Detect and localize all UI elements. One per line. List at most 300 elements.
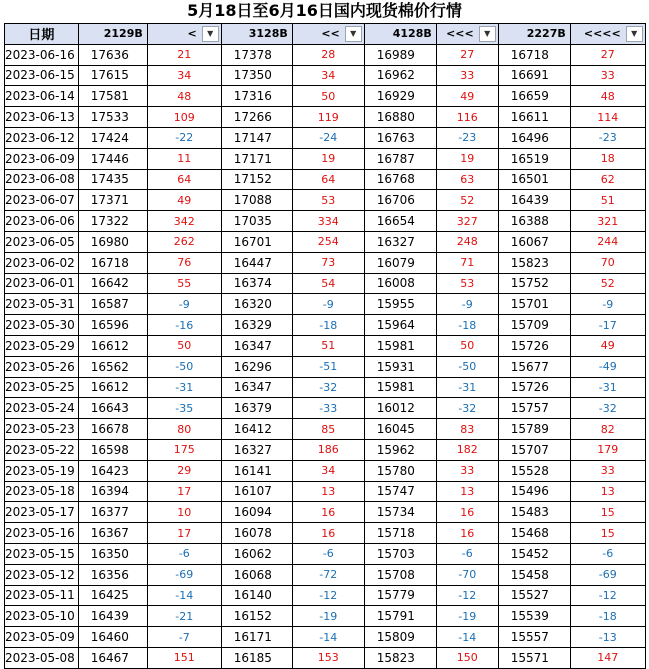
- table-row: [5, 127, 646, 148]
- cell-change-2227b[interactable]: 62: [570, 169, 645, 190]
- cell-change-2129b[interactable]: 109: [147, 107, 221, 128]
- cell-change-2227b[interactable]: -49: [570, 356, 645, 377]
- cell-price-2227b[interactable]: 15701: [498, 294, 570, 315]
- cell-price-2129b[interactable]: 16642: [78, 273, 147, 294]
- header-change-3[interactable]: [436, 24, 498, 45]
- header-2227b: 2227B: [498, 24, 570, 45]
- cell-date[interactable]: 2023-05-15: [5, 543, 79, 564]
- table-row: [5, 335, 646, 356]
- cell-change-4128b[interactable]: 33: [436, 65, 498, 86]
- cell-change-2129b[interactable]: -22: [147, 127, 221, 148]
- cell-price-2129b[interactable]: 16439: [78, 606, 147, 627]
- cell-price-3128b[interactable]: 16374: [221, 273, 292, 294]
- cell-price-3128b[interactable]: 16701: [221, 231, 292, 252]
- header-change-2[interactable]: [292, 24, 364, 45]
- cell-change-4128b[interactable]: 116: [436, 107, 498, 128]
- table-row: [5, 252, 646, 273]
- cell-change-2227b[interactable]: 27: [570, 44, 645, 65]
- cell-change-4128b[interactable]: 16: [436, 502, 498, 523]
- cell-change-3128b[interactable]: -6: [292, 543, 364, 564]
- cell-price-2129b[interactable]: 16980: [78, 231, 147, 252]
- cell-date[interactable]: 2023-06-01: [5, 273, 79, 294]
- cell-change-2129b[interactable]: 17: [147, 523, 221, 544]
- cell-date[interactable]: 2023-05-29: [5, 335, 79, 356]
- cell-price-4128b[interactable]: 15931: [364, 356, 436, 377]
- cell-price-4128b[interactable]: 15718: [364, 523, 436, 544]
- cell-date[interactable]: 2023-05-10: [5, 606, 79, 627]
- cell-change-2227b[interactable]: -6: [570, 543, 645, 564]
- cell-change-3128b[interactable]: -33: [292, 398, 364, 419]
- filter-dropdown-icon[interactable]: ▼: [202, 26, 219, 42]
- cell-date[interactable]: 2023-05-12: [5, 564, 79, 585]
- cell-change-2227b[interactable]: 15: [570, 502, 645, 523]
- cell-change-2129b[interactable]: 49: [147, 190, 221, 211]
- cell-change-4128b[interactable]: 71: [436, 252, 498, 273]
- table-row: [5, 523, 646, 544]
- page-title: 5月18日至6月16日国内现货棉价行情: [187, 1, 462, 20]
- cell-price-3128b[interactable]: 16140: [221, 585, 292, 606]
- cell-change-3128b[interactable]: -19: [292, 606, 364, 627]
- cell-price-2129b[interactable]: 17435: [78, 169, 147, 190]
- cell-change-2227b[interactable]: -69: [570, 564, 645, 585]
- cell-price-2129b[interactable]: 16718: [78, 252, 147, 273]
- cell-date[interactable]: 2023-06-06: [5, 211, 79, 232]
- cell-date[interactable]: 2023-05-26: [5, 356, 79, 377]
- cell-price-3128b[interactable]: 17171: [221, 148, 292, 169]
- cell-price-4128b[interactable]: 15981: [364, 377, 436, 398]
- cell-price-2227b[interactable]: 15496: [498, 481, 570, 502]
- cell-price-2227b[interactable]: 15557: [498, 627, 570, 648]
- cell-change-4128b[interactable]: 83: [436, 419, 498, 440]
- cell-price-2227b[interactable]: 16439: [498, 190, 570, 211]
- cell-price-4128b[interactable]: 15962: [364, 439, 436, 460]
- cell-change-3128b[interactable]: 53: [292, 190, 364, 211]
- cell-price-2129b[interactable]: 16643: [78, 398, 147, 419]
- cell-date[interactable]: 2023-06-12: [5, 127, 79, 148]
- table-row: [5, 315, 646, 336]
- cell-price-2129b[interactable]: 16612: [78, 377, 147, 398]
- cell-price-3128b[interactable]: 16068: [221, 564, 292, 585]
- cell-change-2129b[interactable]: -6: [147, 543, 221, 564]
- cell-price-4128b[interactable]: 15747: [364, 481, 436, 502]
- filter-dropdown-icon[interactable]: ▼: [345, 26, 362, 42]
- cell-change-2129b[interactable]: 10: [147, 502, 221, 523]
- cell-change-3128b[interactable]: 51: [292, 335, 364, 356]
- cell-price-2227b[interactable]: 15752: [498, 273, 570, 294]
- cell-price-2227b[interactable]: 16388: [498, 211, 570, 232]
- table-row: [5, 481, 646, 502]
- cell-price-3128b[interactable]: 16412: [221, 419, 292, 440]
- cell-change-3128b[interactable]: 54: [292, 273, 364, 294]
- cell-change-2129b[interactable]: -50: [147, 356, 221, 377]
- cell-price-4128b[interactable]: 15809: [364, 627, 436, 648]
- cell-price-4128b[interactable]: 16787: [364, 148, 436, 169]
- cell-price-3128b[interactable]: 16141: [221, 460, 292, 481]
- cell-price-3128b[interactable]: 17147: [221, 127, 292, 148]
- cell-change-2227b[interactable]: 114: [570, 107, 645, 128]
- cell-change-2227b[interactable]: 33: [570, 65, 645, 86]
- cell-change-4128b[interactable]: -12: [436, 585, 498, 606]
- cell-change-3128b[interactable]: 334: [292, 211, 364, 232]
- cell-change-4128b[interactable]: 327: [436, 211, 498, 232]
- cell-price-2129b[interactable]: 17424: [78, 127, 147, 148]
- cell-price-2227b[interactable]: 15757: [498, 398, 570, 419]
- cell-price-3128b[interactable]: 16379: [221, 398, 292, 419]
- cell-price-4128b[interactable]: 16880: [364, 107, 436, 128]
- cell-change-2129b[interactable]: -31: [147, 377, 221, 398]
- cell-date[interactable]: 2023-06-02: [5, 252, 79, 273]
- cell-change-3128b[interactable]: 186: [292, 439, 364, 460]
- cell-price-3128b[interactable]: 17152: [221, 169, 292, 190]
- cell-price-2227b[interactable]: 15677: [498, 356, 570, 377]
- cell-change-4128b[interactable]: 53: [436, 273, 498, 294]
- cell-change-2129b[interactable]: 342: [147, 211, 221, 232]
- cell-price-2129b[interactable]: 17581: [78, 86, 147, 107]
- header-change-1[interactable]: [147, 24, 221, 45]
- cell-price-2129b[interactable]: 17371: [78, 190, 147, 211]
- cell-change-3128b[interactable]: 13: [292, 481, 364, 502]
- cell-change-3128b[interactable]: -12: [292, 585, 364, 606]
- cell-change-4128b[interactable]: 27: [436, 44, 498, 65]
- cell-price-4128b[interactable]: 15955: [364, 294, 436, 315]
- cell-date[interactable]: 2023-06-08: [5, 169, 79, 190]
- cell-price-4128b[interactable]: 16962: [364, 65, 436, 86]
- cell-price-2227b[interactable]: 15726: [498, 335, 570, 356]
- cell-price-4128b[interactable]: 15981: [364, 335, 436, 356]
- cell-change-2129b[interactable]: 21: [147, 44, 221, 65]
- cell-price-2227b[interactable]: 15823: [498, 252, 570, 273]
- header-date: 日期: [5, 24, 79, 45]
- cell-date[interactable]: 2023-06-07: [5, 190, 79, 211]
- cell-price-4128b[interactable]: 15734: [364, 502, 436, 523]
- cell-price-2227b[interactable]: 16496: [498, 127, 570, 148]
- cell-change-2129b[interactable]: 29: [147, 460, 221, 481]
- cell-price-2227b[interactable]: 16067: [498, 231, 570, 252]
- cell-change-2129b[interactable]: 55: [147, 273, 221, 294]
- cell-price-2129b[interactable]: 16587: [78, 294, 147, 315]
- header-2129b: 2129B: [78, 24, 147, 45]
- cell-price-2227b[interactable]: 16501: [498, 169, 570, 190]
- cell-change-2129b[interactable]: 17: [147, 481, 221, 502]
- cell-price-2227b[interactable]: 16718: [498, 44, 570, 65]
- cell-price-2227b[interactable]: 15452: [498, 543, 570, 564]
- cell-price-2129b[interactable]: 16460: [78, 627, 147, 648]
- cell-change-2129b[interactable]: 64: [147, 169, 221, 190]
- cell-change-3128b[interactable]: 64: [292, 169, 364, 190]
- cell-change-2227b[interactable]: 13: [570, 481, 645, 502]
- cell-price-3128b[interactable]: 16329: [221, 315, 292, 336]
- table-row: [5, 107, 646, 128]
- header-change-3-label: <<<: [446, 27, 474, 40]
- table-row: [5, 148, 646, 169]
- cell-price-4128b[interactable]: 15791: [364, 606, 436, 627]
- cell-price-2129b[interactable]: 16467: [78, 647, 147, 668]
- cell-change-2227b[interactable]: 51: [570, 190, 645, 211]
- cell-change-2227b[interactable]: 52: [570, 273, 645, 294]
- cell-price-2129b[interactable]: 16425: [78, 585, 147, 606]
- cell-price-2129b[interactable]: 16423: [78, 460, 147, 481]
- cell-change-3128b[interactable]: 73: [292, 252, 364, 273]
- cell-change-3128b[interactable]: -9: [292, 294, 364, 315]
- cell-change-2227b[interactable]: -23: [570, 127, 645, 148]
- cell-price-4128b[interactable]: 16045: [364, 419, 436, 440]
- cell-price-2129b[interactable]: 17533: [78, 107, 147, 128]
- cell-price-2227b[interactable]: 15789: [498, 419, 570, 440]
- cell-price-3128b[interactable]: 16447: [221, 252, 292, 273]
- cell-date[interactable]: 2023-06-13: [5, 107, 79, 128]
- cell-price-2227b[interactable]: 16659: [498, 86, 570, 107]
- cell-change-4128b[interactable]: -31: [436, 377, 498, 398]
- cell-change-3128b[interactable]: 85: [292, 419, 364, 440]
- cell-change-3128b[interactable]: 19: [292, 148, 364, 169]
- cell-date[interactable]: 2023-05-25: [5, 377, 79, 398]
- cell-price-2129b[interactable]: 17615: [78, 65, 147, 86]
- cell-price-2129b[interactable]: 16377: [78, 502, 147, 523]
- cell-date[interactable]: 2023-06-15: [5, 65, 79, 86]
- cell-change-3128b[interactable]: 16: [292, 502, 364, 523]
- cell-price-2227b[interactable]: 15528: [498, 460, 570, 481]
- cell-price-2129b[interactable]: 16562: [78, 356, 147, 377]
- cell-change-2129b[interactable]: 175: [147, 439, 221, 460]
- cell-change-3128b[interactable]: -32: [292, 377, 364, 398]
- cell-change-3128b[interactable]: -72: [292, 564, 364, 585]
- cell-price-4128b[interactable]: 16012: [364, 398, 436, 419]
- cell-price-3128b[interactable]: 16320: [221, 294, 292, 315]
- cell-change-2227b[interactable]: 49: [570, 335, 645, 356]
- table-row: [5, 606, 646, 627]
- cell-date[interactable]: 2023-05-08: [5, 647, 79, 668]
- cell-change-2227b[interactable]: -13: [570, 627, 645, 648]
- cell-price-2129b[interactable]: 16596: [78, 315, 147, 336]
- cell-change-4128b[interactable]: -6: [436, 543, 498, 564]
- cell-price-2227b[interactable]: 15571: [498, 647, 570, 668]
- cell-price-3128b[interactable]: 16062: [221, 543, 292, 564]
- cell-date[interactable]: 2023-05-31: [5, 294, 79, 315]
- cell-change-2129b[interactable]: 50: [147, 335, 221, 356]
- cell-price-3128b[interactable]: 17266: [221, 107, 292, 128]
- cell-price-4128b[interactable]: 15823: [364, 647, 436, 668]
- cell-change-4128b[interactable]: -9: [436, 294, 498, 315]
- cell-price-2129b[interactable]: 16350: [78, 543, 147, 564]
- cell-change-2227b[interactable]: -31: [570, 377, 645, 398]
- cell-change-2227b[interactable]: 321: [570, 211, 645, 232]
- cell-change-2129b[interactable]: -35: [147, 398, 221, 419]
- cell-change-3128b[interactable]: -18: [292, 315, 364, 336]
- cell-change-2227b[interactable]: 33: [570, 460, 645, 481]
- cell-change-4128b[interactable]: -19: [436, 606, 498, 627]
- cell-change-2129b[interactable]: 48: [147, 86, 221, 107]
- cell-change-2227b[interactable]: 15: [570, 523, 645, 544]
- cell-price-4128b[interactable]: 16768: [364, 169, 436, 190]
- table-row: [5, 543, 646, 564]
- cell-price-3128b[interactable]: 16171: [221, 627, 292, 648]
- table-row: [5, 169, 646, 190]
- cell-change-2129b[interactable]: 151: [147, 647, 221, 668]
- cell-price-3128b[interactable]: 17350: [221, 65, 292, 86]
- cell-price-4128b[interactable]: 15703: [364, 543, 436, 564]
- cell-change-2227b[interactable]: -12: [570, 585, 645, 606]
- cell-change-2227b[interactable]: 18: [570, 148, 645, 169]
- cell-price-2227b[interactable]: 16519: [498, 148, 570, 169]
- cell-date[interactable]: 2023-05-16: [5, 523, 79, 544]
- cell-change-2129b[interactable]: 34: [147, 65, 221, 86]
- cell-change-2129b[interactable]: 262: [147, 231, 221, 252]
- cell-price-3128b[interactable]: 17088: [221, 190, 292, 211]
- cell-date[interactable]: 2023-06-14: [5, 86, 79, 107]
- cell-change-2227b[interactable]: 244: [570, 231, 645, 252]
- cell-price-2129b[interactable]: 16356: [78, 564, 147, 585]
- cell-change-2129b[interactable]: -69: [147, 564, 221, 585]
- cell-price-4128b[interactable]: 16008: [364, 273, 436, 294]
- cell-price-2227b[interactable]: 16691: [498, 65, 570, 86]
- cell-date[interactable]: 2023-05-09: [5, 627, 79, 648]
- cell-change-4128b[interactable]: -50: [436, 356, 498, 377]
- cell-price-4128b[interactable]: 16327: [364, 231, 436, 252]
- cell-change-2227b[interactable]: -18: [570, 606, 645, 627]
- cell-date[interactable]: 2023-05-17: [5, 502, 79, 523]
- cell-change-3128b[interactable]: 50: [292, 86, 364, 107]
- cell-change-2129b[interactable]: -16: [147, 315, 221, 336]
- header-change-4[interactable]: [570, 24, 645, 45]
- cell-change-2129b[interactable]: -14: [147, 585, 221, 606]
- cell-date[interactable]: 2023-05-24: [5, 398, 79, 419]
- header-row: [5, 24, 646, 45]
- cell-price-2227b[interactable]: 16611: [498, 107, 570, 128]
- cell-change-4128b[interactable]: -23: [436, 127, 498, 148]
- cell-price-2227b[interactable]: 15527: [498, 585, 570, 606]
- cell-change-2129b[interactable]: 80: [147, 419, 221, 440]
- table-row: [5, 585, 646, 606]
- table-row: [5, 190, 646, 211]
- cell-change-3128b[interactable]: -24: [292, 127, 364, 148]
- cell-date[interactable]: 2023-06-16: [5, 44, 79, 65]
- cell-date[interactable]: 2023-05-19: [5, 460, 79, 481]
- cell-price-4128b[interactable]: 15780: [364, 460, 436, 481]
- cell-price-3128b[interactable]: 16347: [221, 335, 292, 356]
- table-row: [5, 502, 646, 523]
- cell-price-4128b[interactable]: 16654: [364, 211, 436, 232]
- cell-date[interactable]: 2023-05-30: [5, 315, 79, 336]
- cell-change-4128b[interactable]: 182: [436, 439, 498, 460]
- cell-date[interactable]: 2023-05-23: [5, 419, 79, 440]
- cell-change-4128b[interactable]: 16: [436, 523, 498, 544]
- cell-change-3128b[interactable]: 34: [292, 65, 364, 86]
- cell-change-2227b[interactable]: -9: [570, 294, 645, 315]
- cell-change-3128b[interactable]: 16: [292, 523, 364, 544]
- cell-change-4128b[interactable]: 63: [436, 169, 498, 190]
- cell-change-4128b[interactable]: 50: [436, 335, 498, 356]
- cell-change-2129b[interactable]: -7: [147, 627, 221, 648]
- cell-date[interactable]: 2023-06-09: [5, 148, 79, 169]
- cell-price-4128b[interactable]: 16989: [364, 44, 436, 65]
- cell-price-4128b[interactable]: 16929: [364, 86, 436, 107]
- cell-change-2227b[interactable]: 82: [570, 419, 645, 440]
- cell-price-4128b[interactable]: 16706: [364, 190, 436, 211]
- cell-price-3128b[interactable]: 17316: [221, 86, 292, 107]
- cell-date[interactable]: 2023-05-18: [5, 481, 79, 502]
- cell-price-3128b[interactable]: 16078: [221, 523, 292, 544]
- cell-price-2227b[interactable]: 15539: [498, 606, 570, 627]
- cell-change-2129b[interactable]: -9: [147, 294, 221, 315]
- cell-price-3128b[interactable]: 16296: [221, 356, 292, 377]
- cell-date[interactable]: 2023-05-22: [5, 439, 79, 460]
- cell-price-2129b[interactable]: 17446: [78, 148, 147, 169]
- cell-price-2129b[interactable]: 17322: [78, 211, 147, 232]
- cell-change-4128b[interactable]: -14: [436, 627, 498, 648]
- cell-price-3128b[interactable]: 17378: [221, 44, 292, 65]
- cell-price-3128b[interactable]: 16094: [221, 502, 292, 523]
- cell-price-3128b[interactable]: 16152: [221, 606, 292, 627]
- cell-price-2227b[interactable]: 15458: [498, 564, 570, 585]
- cell-change-2129b[interactable]: 11: [147, 148, 221, 169]
- cell-change-2129b[interactable]: 76: [147, 252, 221, 273]
- cell-change-2227b[interactable]: 70: [570, 252, 645, 273]
- cell-change-4128b[interactable]: -32: [436, 398, 498, 419]
- cell-change-4128b[interactable]: 33: [436, 460, 498, 481]
- cell-price-4128b[interactable]: 15779: [364, 585, 436, 606]
- cell-price-2227b[interactable]: 15709: [498, 315, 570, 336]
- table-row: [5, 419, 646, 440]
- filter-dropdown-icon[interactable]: ▼: [626, 26, 643, 42]
- cell-change-2227b[interactable]: -32: [570, 398, 645, 419]
- cell-price-2129b[interactable]: 16394: [78, 481, 147, 502]
- filter-dropdown-icon[interactable]: ▼: [479, 26, 496, 42]
- cell-change-2227b[interactable]: -17: [570, 315, 645, 336]
- cell-price-4128b[interactable]: 15964: [364, 315, 436, 336]
- cell-price-3128b[interactable]: 16185: [221, 647, 292, 668]
- cell-price-2227b[interactable]: 15483: [498, 502, 570, 523]
- cell-price-2227b[interactable]: 15726: [498, 377, 570, 398]
- cell-change-3128b[interactable]: 254: [292, 231, 364, 252]
- cell-price-2129b[interactable]: 16367: [78, 523, 147, 544]
- cell-date[interactable]: 2023-05-11: [5, 585, 79, 606]
- cell-change-4128b[interactable]: 19: [436, 148, 498, 169]
- cell-price-2227b[interactable]: 15468: [498, 523, 570, 544]
- cell-change-4128b[interactable]: 52: [436, 190, 498, 211]
- cell-change-4128b[interactable]: 49: [436, 86, 498, 107]
- cell-change-2129b[interactable]: -21: [147, 606, 221, 627]
- cell-change-3128b[interactable]: 28: [292, 44, 364, 65]
- cell-price-2129b[interactable]: 16612: [78, 335, 147, 356]
- cell-change-4128b[interactable]: -70: [436, 564, 498, 585]
- cell-change-3128b[interactable]: -51: [292, 356, 364, 377]
- cell-price-2129b[interactable]: 16598: [78, 439, 147, 460]
- cell-change-3128b[interactable]: -14: [292, 627, 364, 648]
- cell-change-4128b[interactable]: -18: [436, 315, 498, 336]
- cell-price-2129b[interactable]: 17636: [78, 44, 147, 65]
- cell-price-4128b[interactable]: 16763: [364, 127, 436, 148]
- cell-change-4128b[interactable]: 150: [436, 647, 498, 668]
- cell-price-3128b[interactable]: 16347: [221, 377, 292, 398]
- cell-change-3128b[interactable]: 34: [292, 460, 364, 481]
- cell-change-4128b[interactable]: 13: [436, 481, 498, 502]
- cell-change-2227b[interactable]: 179: [570, 439, 645, 460]
- cell-price-4128b[interactable]: 16079: [364, 252, 436, 273]
- cell-price-2227b[interactable]: 15707: [498, 439, 570, 460]
- cell-change-2227b[interactable]: 147: [570, 647, 645, 668]
- cell-price-3128b[interactable]: 16327: [221, 439, 292, 460]
- table-row: [5, 231, 646, 252]
- cell-change-3128b[interactable]: 119: [292, 107, 364, 128]
- cell-price-4128b[interactable]: 15708: [364, 564, 436, 585]
- cell-price-2129b[interactable]: 16678: [78, 419, 147, 440]
- cell-change-4128b[interactable]: 248: [436, 231, 498, 252]
- cell-price-3128b[interactable]: 16107: [221, 481, 292, 502]
- cell-price-3128b[interactable]: 17035: [221, 211, 292, 232]
- cell-date[interactable]: 2023-06-05: [5, 231, 79, 252]
- cell-change-2227b[interactable]: 48: [570, 86, 645, 107]
- cell-change-3128b[interactable]: 153: [292, 647, 364, 668]
